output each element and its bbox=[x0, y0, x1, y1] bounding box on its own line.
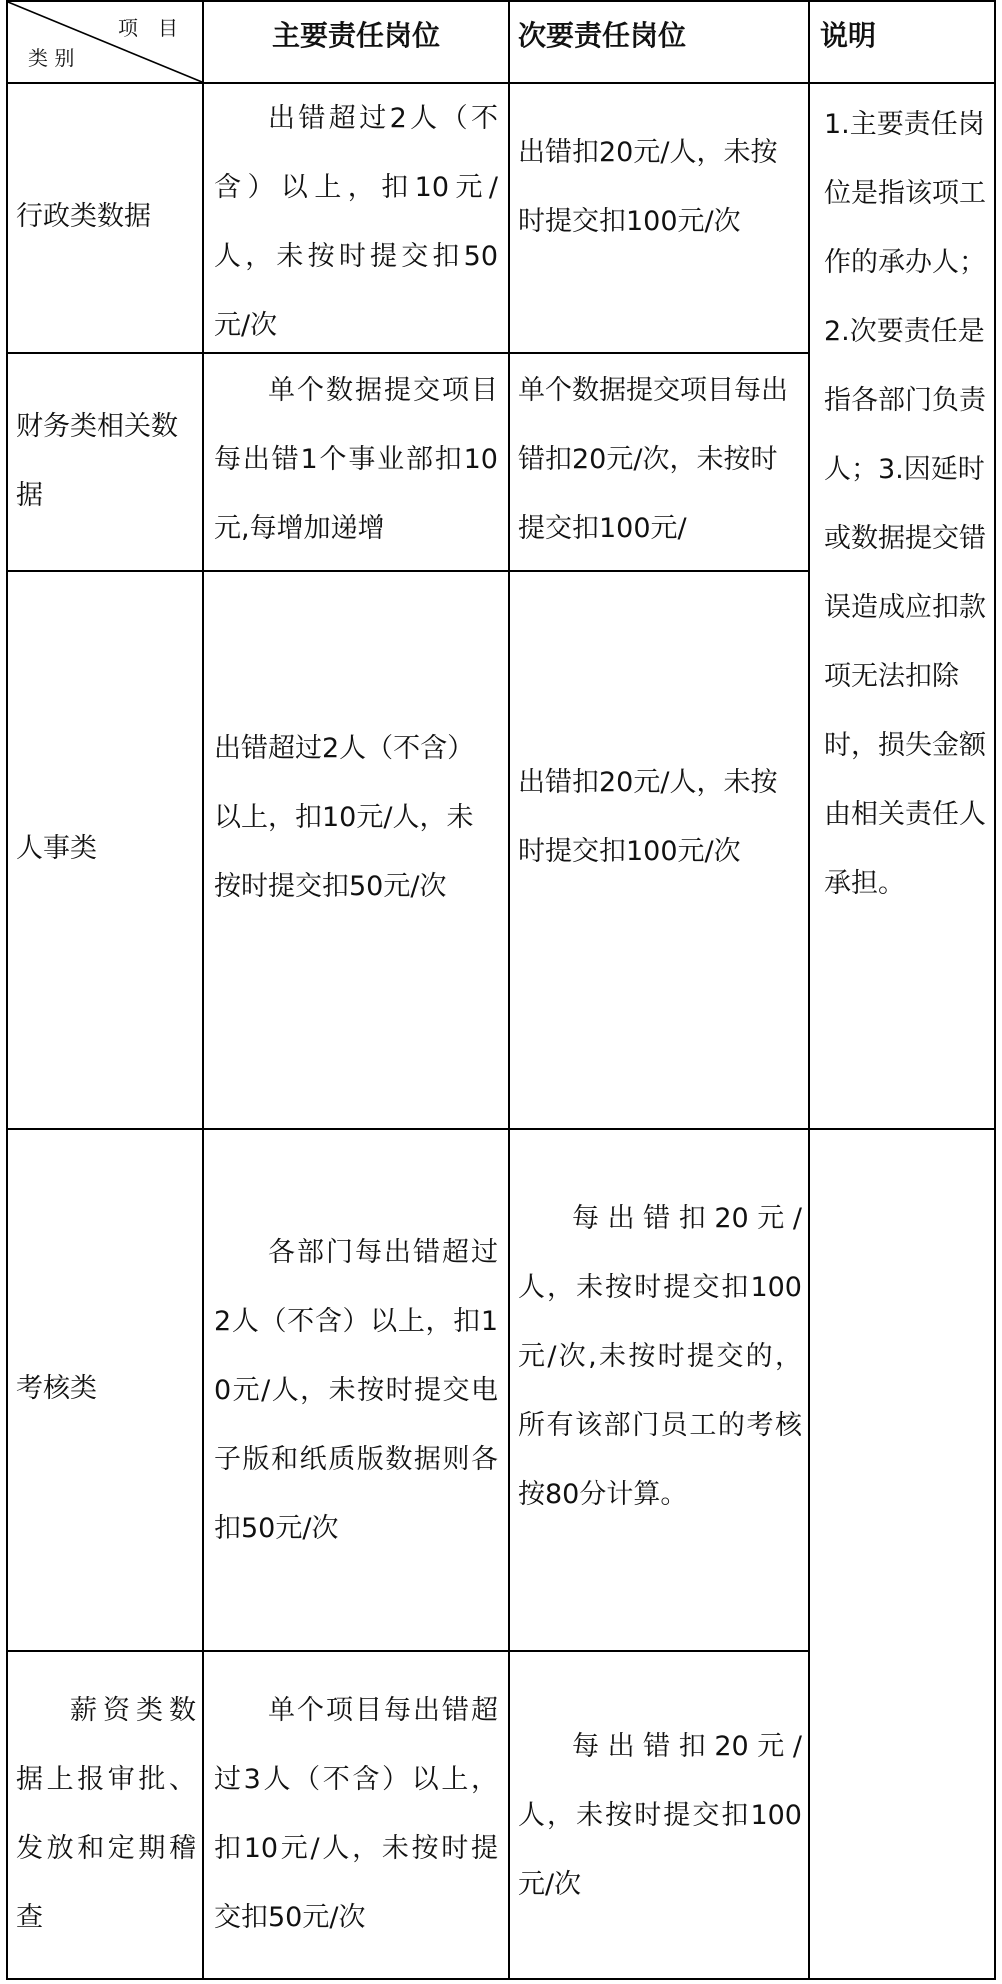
row-divider bbox=[6, 570, 808, 572]
column-divider bbox=[808, 0, 810, 1980]
row2-main: 单个数据提交项目每出错1个事业部扣10元,每增加递增 bbox=[214, 375, 498, 544]
row5-main: 单个项目每出错超过3人（不含）以上，扣10元/人，未按时提交扣50元/次 bbox=[214, 1695, 498, 1933]
row5-secondary: 每出错扣20元/人，未按时提交扣100元/次 bbox=[518, 1731, 802, 1900]
table-border-right bbox=[994, 0, 996, 1980]
row4-main: 各部门每出错超过2人（不含）以上，扣10元/人，未按时提交电子版和纸质版数据则各扣50元/次 bbox=[214, 1237, 498, 1544]
row-divider bbox=[6, 1128, 996, 1130]
table-border-left bbox=[6, 0, 8, 1980]
row2-category: 财务类相关数据 bbox=[16, 411, 178, 511]
header-col-note: 说明 bbox=[820, 19, 877, 52]
row4-secondary: 每出错扣20元/人，未按时提交扣100元/次,未按时提交的，所有该部门员工的考核按80分计算。 bbox=[518, 1203, 802, 1510]
header-col-main: 主要责任岗位 bbox=[271, 19, 440, 52]
row4-category: 考核类 bbox=[16, 1373, 97, 1404]
column-divider bbox=[202, 0, 204, 1980]
table-border-bottom bbox=[6, 1978, 996, 1980]
column-divider bbox=[508, 0, 510, 1980]
row3-main: 出错超过2人（不含）以上，扣10元/人，未按时提交扣50元/次 bbox=[214, 733, 475, 902]
row-divider bbox=[6, 1650, 808, 1652]
row3-secondary: 出错扣20元/人，未按时提交扣100元/次 bbox=[518, 767, 778, 867]
diagonal-line bbox=[6, 0, 204, 84]
row3-category: 人事类 bbox=[16, 833, 97, 864]
header-diag-bottom: 类 别 bbox=[28, 46, 75, 70]
note-text: 1.主要责任岗位是指该项工作的承办人；2.次要责任是指各部门负责人；3.因延时或数据提交错误造成应扣款项无法扣除时，损失金额由相关责任人承担。 bbox=[824, 109, 986, 899]
header-diag-top: 项 目 bbox=[118, 16, 178, 40]
row1-main: 出错超过2人（不含）以上，扣10元/人，未按时提交扣50元/次 bbox=[214, 103, 498, 341]
responsibility-table bbox=[6, 0, 996, 1984]
row5-category: 薪资类数据上报审批、发放和定期稽查 bbox=[16, 1695, 196, 1933]
row2-secondary: 单个数据提交项目每出错扣20元/次，未按时提交扣100元/ bbox=[518, 375, 788, 544]
row1-secondary: 出错扣20元/人，未按时提交扣100元/次 bbox=[518, 137, 778, 237]
row1-category: 行政类数据 bbox=[16, 201, 151, 232]
header-col-secondary: 次要责任岗位 bbox=[518, 19, 687, 52]
